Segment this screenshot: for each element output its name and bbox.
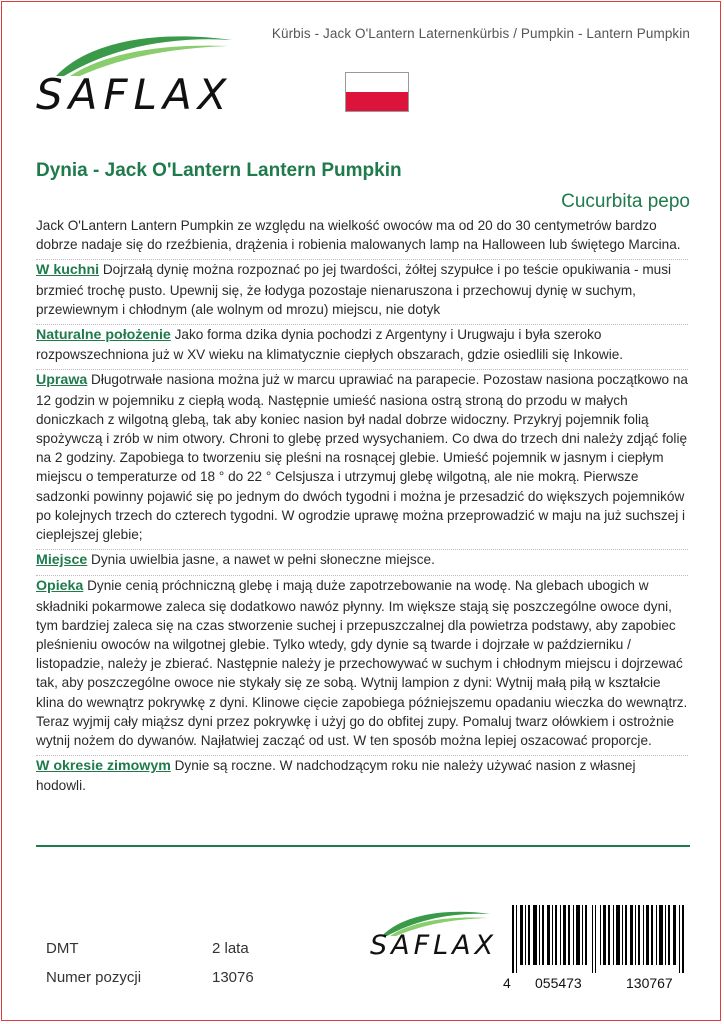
barcode-digit-prefix: 4 bbox=[503, 975, 511, 991]
intro-text: Jack O'Lantern Lantern Pumpkin ze względu na wielkość owoców ma od 20 do 30 centymetrów bardzo dobrze nadaje się do rzeźbienia, drążenia i robienia malowanych lamp na Halloween lub świętego Marcina. bbox=[36, 218, 681, 253]
origin-section bbox=[36, 325, 688, 364]
location-section bbox=[36, 550, 688, 570]
product-title: Dynia - Jack O'Lantern Lantern Pumpkin bbox=[36, 160, 402, 181]
winter-section bbox=[36, 756, 688, 795]
description-body bbox=[36, 216, 688, 796]
barcode-digits-left: 055473 bbox=[535, 975, 582, 991]
kitchen-text: Dojrzałą dynię można rozpoznać po jej twardości, żółtej szypułce i po teście opukiwania - musi brzmieć trochę pusto. Upewnij się, że łodyga pozostaje nienaruszona i przechowuj dynię w suchym, przewiewnym i chłodnym (ale wolnym od mrozu) miejscu, nie dotyk bbox=[36, 262, 672, 317]
position-label: Numer pozycji bbox=[46, 969, 142, 986]
winter-text: Dynie są roczne. W nadchodzącym roku nie należy używać nasion z własnej hodowli. bbox=[36, 758, 636, 794]
cultivation-heading: Uprawa bbox=[36, 372, 88, 389]
footer-saflax-logo bbox=[370, 908, 500, 968]
care-text: Dynie cenią próchniczną glebę i mają duże zapotrzebowanie na wodę. Na glebach ubogich w składniki pokarmowe zaleca się dodatkowo nawóz płynny. Im większe stają się poszczególne owoce dyni, tym bardziej zaleca się na czas stworzenie suchej i przepuszczalnej dla powietrza podstawy, aby zapobiec pleśnieniu owoców na wilgotnej glebie. Tylko wtedy, gdy dynie są twarde i dojrzałe w październiku / listopadzie, należy je zbierać. Następnie należy je przechowywać w suchym i chłodnym miejscu i dojrzewać tak, aby poszczególne owoce nie stykały się ze sobą. Wytnij lampion z dyni: Wytnij małą piłą w kształcie klina do wewnątrz pokrywkę z dyni. Klinowe cięcie zapobiega późniejszemu opadaniu wieczka do wewnątrz. Teraz wyjmij cały miąższ dyni przez pokrywkę i użyj go do obfitej zupy. Pomaluj twarz ołówkiem i ostrożnie wytnij nożem do dywanów. Najłatwiej zacząć od ust. W ten sposób można lepiej oszacować proporcje. bbox=[36, 578, 688, 749]
origin-heading: Naturalne położenie bbox=[36, 327, 171, 344]
position-value: 13076 bbox=[212, 969, 254, 986]
barcode-icon bbox=[508, 905, 688, 973]
location-text: Dynia uwielbia jasne, a nawet w pełni słoneczne miejsce. bbox=[91, 552, 435, 568]
logo-wordmark: SAFLAX bbox=[36, 70, 233, 119]
care-heading: Opieka bbox=[36, 578, 84, 595]
origin-text: Jako forma dzika dynia pochodzi z Argentyny i Urugwaju i była szeroko rozpowszechniona już w XV wieku na klimatycznie ciepłych obszarach, gdzie osiedlili się Inkowie. bbox=[36, 327, 624, 363]
poland-flag-icon bbox=[345, 72, 409, 112]
location-heading: Miejsce bbox=[36, 552, 88, 569]
footer-logo-wordmark: SAFLAX bbox=[370, 930, 498, 961]
kitchen-heading: W kuchni bbox=[36, 262, 100, 279]
cultivation-section bbox=[36, 370, 688, 544]
care-section bbox=[36, 576, 688, 750]
barcode-digits-right: 130767 bbox=[626, 975, 673, 991]
dmt-value: 2 lata bbox=[212, 940, 249, 957]
kitchen-section bbox=[36, 260, 688, 319]
product-subtitle: Kürbis - Jack O'Lantern Laternenkürbis / Pumpkin - Lantern Pumpkin bbox=[271, 26, 690, 41]
footer-divider bbox=[36, 845, 690, 847]
winter-heading: W okresie zimowym bbox=[36, 758, 171, 775]
dmt-label: DMT bbox=[46, 940, 79, 957]
latin-name: Cucurbita pepo bbox=[561, 191, 690, 212]
saflax-logo bbox=[30, 30, 240, 125]
cultivation-text: Długotrwałe nasiona można już w marcu uprawiać na parapecie. Pozostaw nasiona początkowo na 12 godzin w pojemniku z ciepłą wodą. Następnie umieść nasiona ostrą stroną do przodu w małych doniczkach z wilgotną glebą, tak aby koniec nasion był nadal dobrze widoczny. Przykryj pojemnik folią spożywczą i zrób w nim otwory. Chroni to glebę przed wysychaniem. Co dwa do trzech dni należy zdjąć folię na 2 godziny. Zapobiega to tworzeniu się pleśni na rosnącej glebie. Umieść pojemnik w jasnym i ciepłym miejscu o temperaturze od 18 ° do 22 ° Celsjusza i utrzymuj glebę wilgotną, ale nie mokrą. Pierwsze sadzonki powinny pojawić się po jednym do dwóch tygodni i można je przesadzić do większych pojemników po kolejnych trzech do czterech tygodni. W ogrodzie uprawę można przeprowadzić w maju na już suchszej i cieplejszej glebie; bbox=[36, 372, 688, 543]
